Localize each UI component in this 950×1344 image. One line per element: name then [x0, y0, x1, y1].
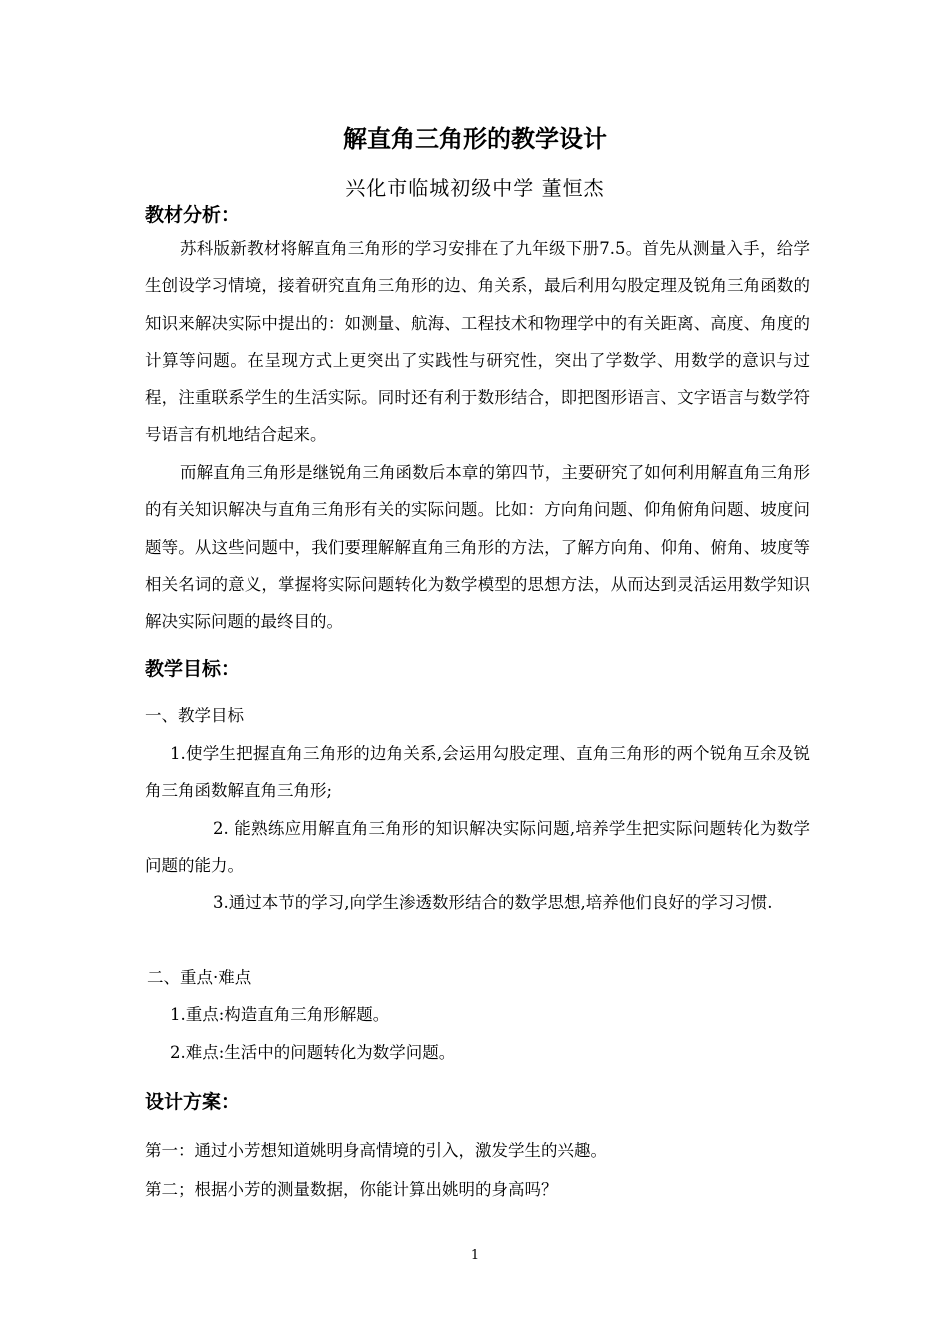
difficult-point-item: 2.难点:生活中的问题转化为数学问题。	[170, 1043, 456, 1062]
section-heading-plan: 设计方案：	[145, 1091, 241, 1113]
plan-step-1: 第一：通过小芳想知道姚明身高情境的引入，激发学生的兴趣。	[145, 1141, 607, 1160]
plan-step-2: 第二；根据小芳的测量数据，你能计算出姚明的身高吗？	[145, 1180, 558, 1199]
objective-goal-3: 3.通过本节的学习,向学生渗透数形结合的数学思想,培养他们良好的学习习惯.	[213, 893, 773, 912]
section-heading-objectives: 教学目标：	[145, 658, 241, 680]
key-point-item: 1.重点:构造直角三角形解题。	[170, 1005, 390, 1024]
objective-goal-2: 2. 能熟练应用解直角三角形的知识解决实际问题,培养学生把实际问题转化为数学问题的能力。	[145, 819, 810, 876]
document-author: 兴化市临城初级中学 董恒杰	[345, 176, 605, 200]
section-heading-analysis: 教材分析：	[145, 204, 241, 226]
document-title: 解直角三角形的教学设计	[343, 125, 607, 153]
objectives-subheading-key-points: 二、重点·难点	[147, 968, 252, 987]
analysis-paragraph-2: 而解直角三角形是继锐角三角函数后本章的第四节，主要研究了如何利用解直角三角形的有关知识解决与直角三角形有关的实际问题。比如：方向角问题、仰角俯角问题、坡度问题等。从这些问题中，我们要理解解直角三角形的方法，了解方向角、仰角、俯角、坡度等相关名词的意义，掌握将实际问题转化为数学模型的思想方法，从而达到灵活运用数学知识解决实际问题的最终目的。	[145, 463, 810, 632]
objectives-subheading-goals: 一、教学目标	[145, 706, 244, 725]
objective-goal-1: 1.使学生把握直角三角形的边角关系,会运用勾股定理、直角三角形的两个锐角互余及锐角三角函数解直角三角形;	[145, 744, 810, 801]
analysis-paragraph-1: 苏科版新教材将解直角三角形的学习安排在了九年级下册7.5。首先从测量入手，给学生创设学习情境，接着研究直角三角形的边、角关系，最后利用勾股定理及锐角三角函数的知识来解决实际中提出的：如测量、航海、工程技术和物理学中的有关距离、高度、角度的计算等问题。在呈现方式上更突出了实践性与研究性，突出了学数学、用数学的意识与过程，注重联系学生的生活实际。同时还有利于数形结合，即把图形语言、文字语言与数学符号语言有机地结合起来。	[145, 239, 810, 445]
page-number: 1	[470, 1248, 480, 1263]
